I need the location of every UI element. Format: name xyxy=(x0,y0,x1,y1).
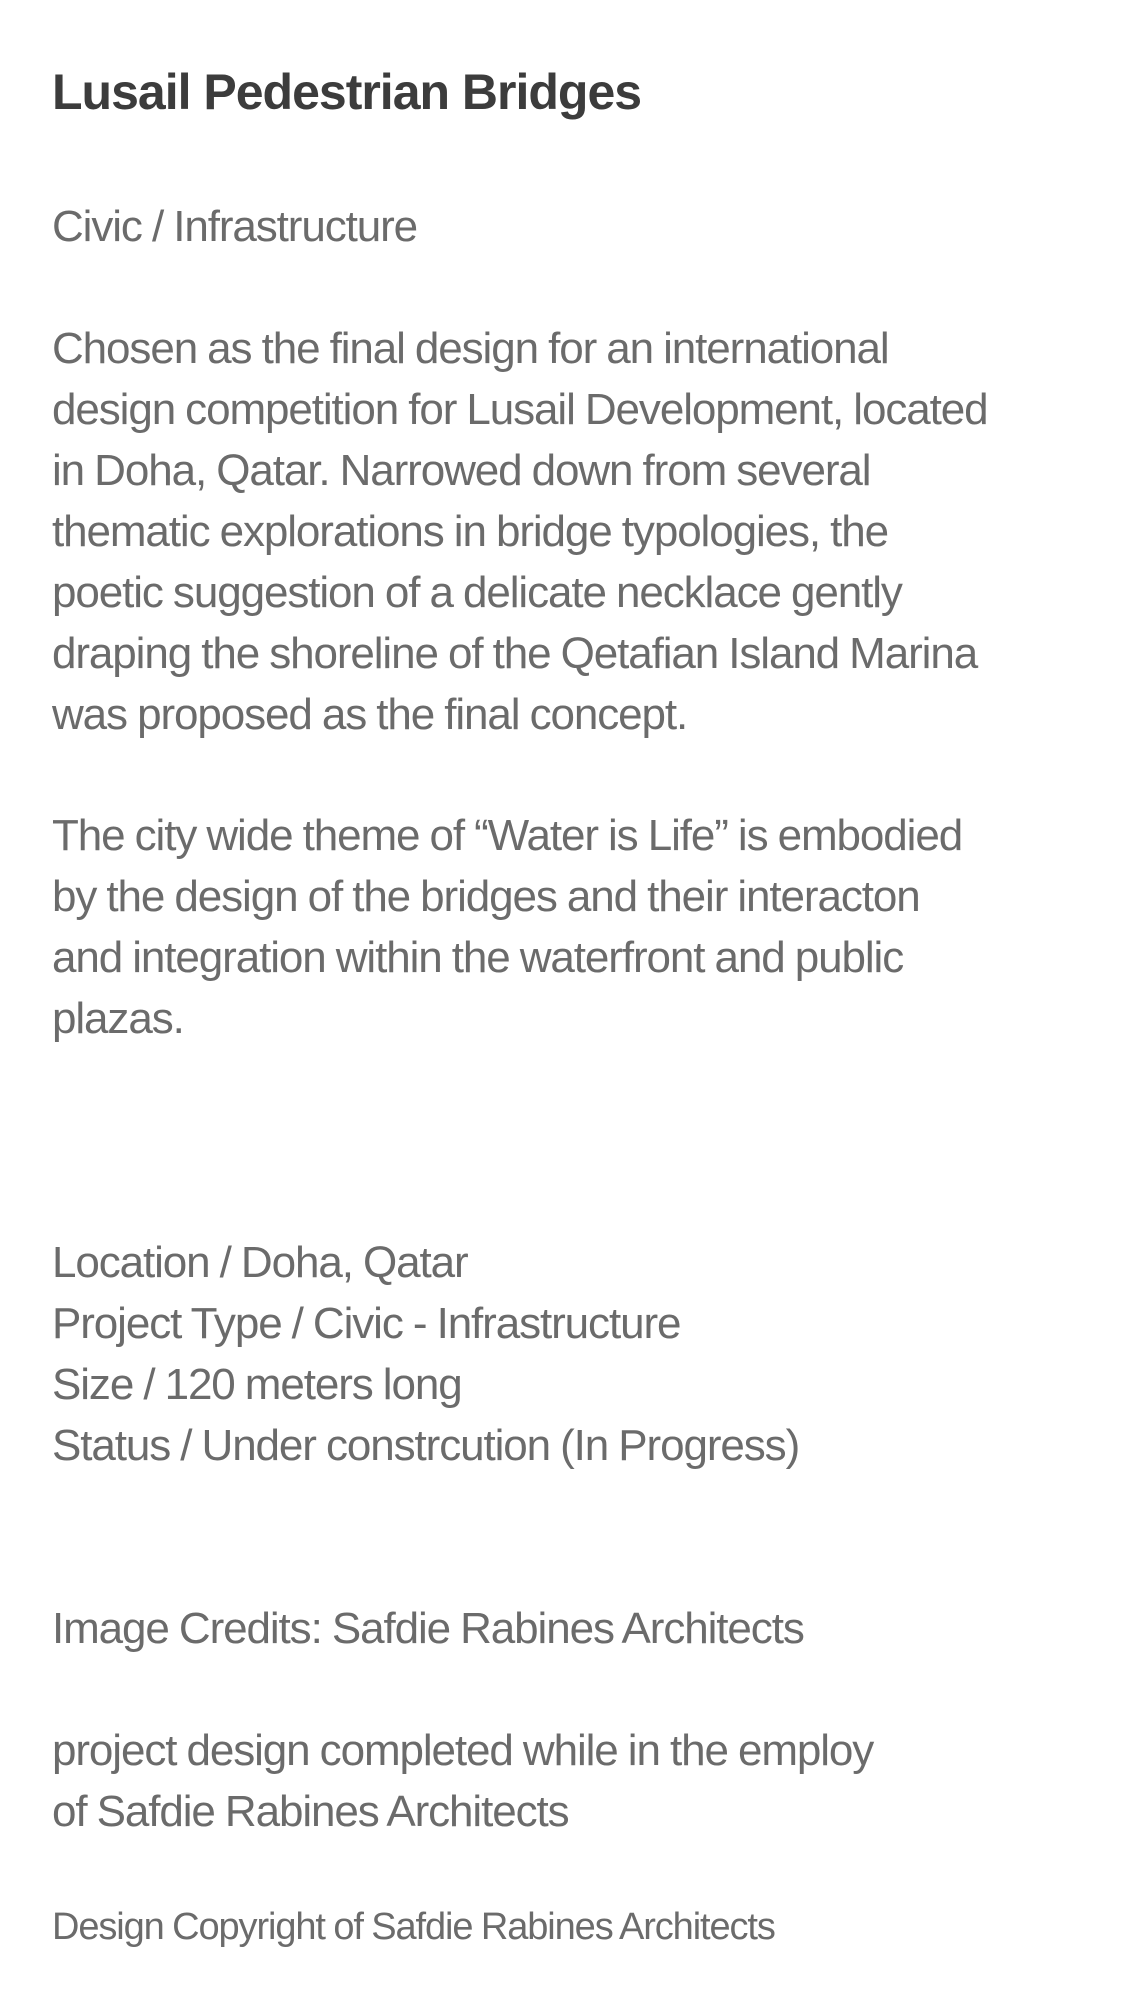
employ-note xyxy=(52,1720,873,1842)
project-title: Lusail Pedestrian Bridges xyxy=(52,64,642,120)
description-line: poetic suggestion of a delicate necklace gently xyxy=(52,568,902,617)
detail-project-type: Project Type / Civic - Infrastructure xyxy=(52,1299,681,1348)
detail-location: Location / Doha, Qatar xyxy=(52,1238,468,1287)
design-copyright: Design Copyright of Safdie Rabines Architects xyxy=(52,1906,775,1948)
description-paragraph-1 xyxy=(52,318,987,745)
employ-note-line: project design completed while in the employ xyxy=(52,1726,874,1775)
detail-size: Size / 120 meters long xyxy=(52,1360,462,1409)
description-line: Chosen as the final design for an international xyxy=(52,324,889,373)
description-line: The city wide theme of “Water is Life” is embodied xyxy=(52,811,963,860)
description-line: thematic explorations in bridge typologies, the xyxy=(52,507,889,556)
employ-note-line: of Safdie Rabines Architects xyxy=(52,1787,569,1836)
description-line: was proposed as the final concept. xyxy=(52,690,688,739)
project-category: Civic / Infrastructure xyxy=(52,202,418,251)
detail-status: Status / Under constrcution (In Progress) xyxy=(52,1421,800,1470)
description-line: plazas. xyxy=(52,994,184,1043)
description-line: design competition for Lusail Development, located xyxy=(52,385,988,434)
description-line: in Doha, Qatar. Narrowed down from several xyxy=(52,446,871,495)
description-line: and integration within the waterfront and public xyxy=(52,933,904,982)
description-paragraph-2 xyxy=(52,805,962,1049)
description-line: by the design of the bridges and their interacton xyxy=(52,872,920,921)
project-details xyxy=(52,1232,799,1476)
description-line: draping the shoreline of the Qetafian Island Marina xyxy=(52,629,978,678)
image-credits: Image Credits: Safdie Rabines Architects xyxy=(52,1604,804,1653)
